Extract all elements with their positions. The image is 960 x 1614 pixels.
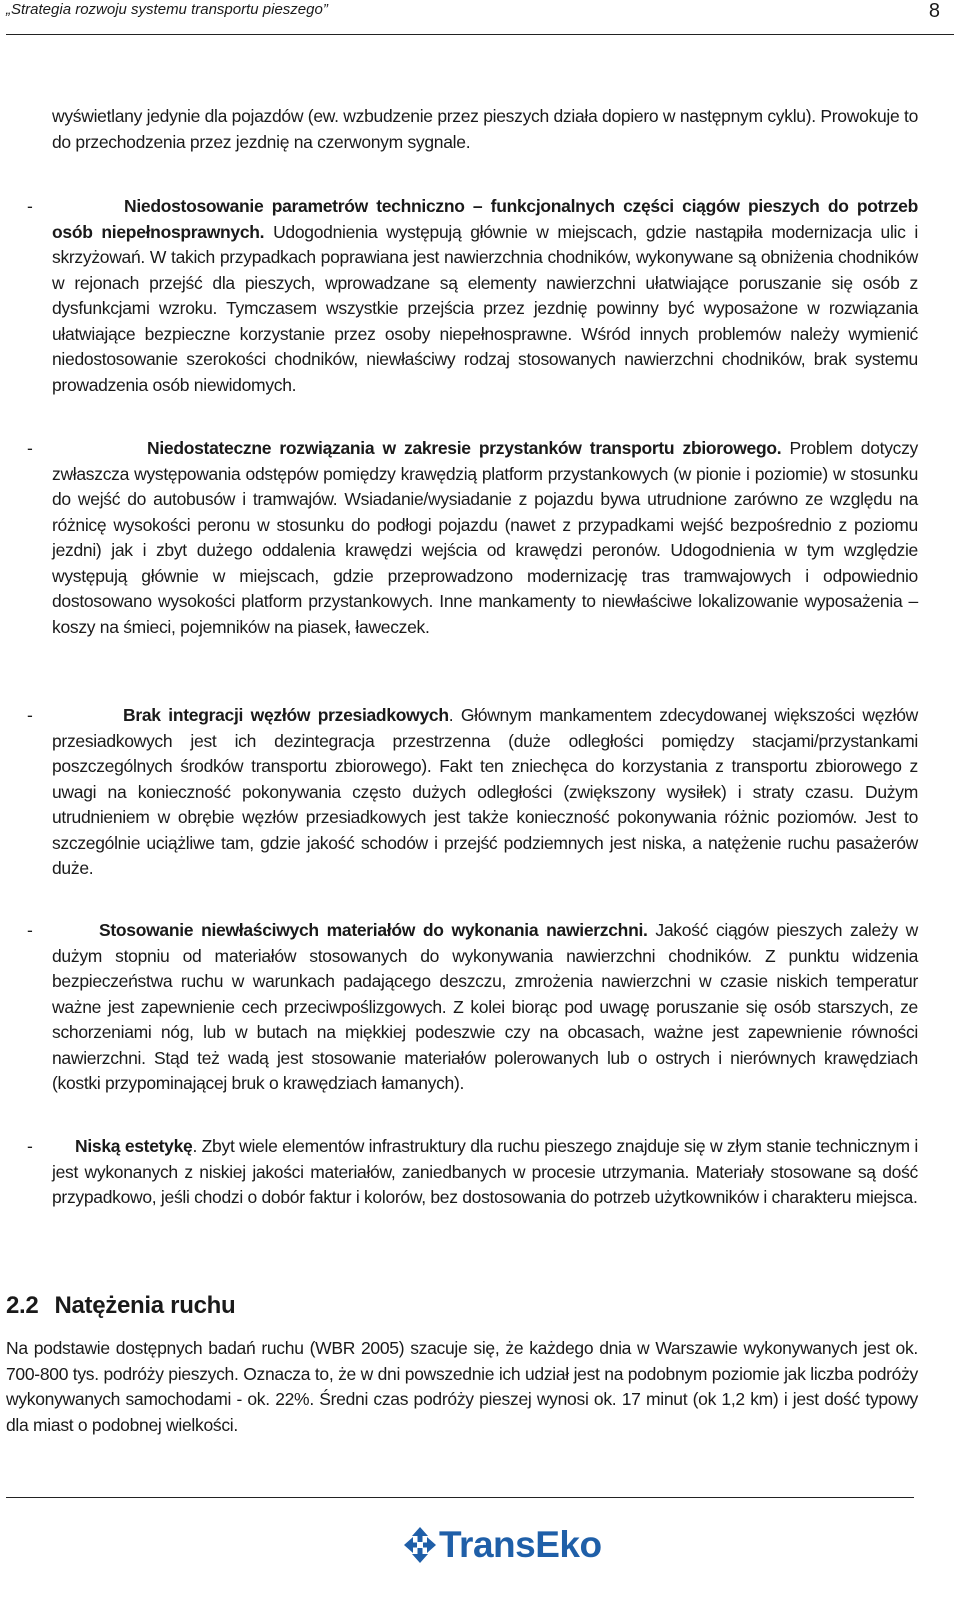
list-item [52, 436, 918, 640]
list-item-text: Jakość ciągów pieszych zależy w dużym stopniu od materiałów stosowanych do wykonywania nawierzchni chodników. Z punktu widzenia bezpieczeństwa ruchu w warunkach padającego deszczu, zmrożenia nawierzchni w czasie niskich temperatur ważne jest zapewnienie cech przeciwpoślizgowych. Z kolei biorąc pod uwagę poruszanie się osób starszych, ze schorzeniami nóg, lub w butach na miękkiej podeszwie czy na obcasach, ważne jest zapewnienie równości nawierzchni. Stąd też wadą jest stosowanie materiałów polerowanych lub o ostrych i nierównych krawędziach (kostki przypominającej bruk o krawędziach łamanych). [52, 920, 918, 1093]
list-dash: - [27, 705, 33, 725]
page-header [6, 0, 954, 35]
list-item [52, 918, 918, 1097]
intro-paragraph: wyświetlany jedynie dla pojazdów (ew. wzbudzenie przez pieszych działa dopiero w następnym cyklu). Prowokuje to do przechodzenia przez jezdnię na czerwonym sygnale. [52, 106, 918, 152]
list-dash: - [27, 920, 33, 940]
list-item-text: Udogodnienia występują głównie w miejscach, gdzie nastąpiła modernizacja ulic i skrzyżowań. W takich przypadkach poprawiana jest nawierzchnia chodników, wykonywane są obniżenia chodników w rejonach przejść dla pieszych, wprowadzane są elementy nawierzchni ułatwiające poruszanie się osób z dysfunkcjami wzroku. Tymczasem wszystkie przejścia przez jezdnię powinny być wyposażone w rozwiązania ułatwiające bezpieczne korzystanie przez osoby niepełnosprawne. Wśród innych problemów należy wymienić niedostosowanie szerokości chodników, niewłaściwy rodzaj stosowanych nawierzchni chodników, brak systemu prowadzenia osób niewidomych. [52, 221, 918, 395]
list-item-heading: Stosowanie niewłaściwych materiałów do wykonania nawierzchni. [99, 920, 648, 940]
list-item [52, 1134, 918, 1211]
list-item-heading: Niedostateczne rozwiązania w zakresie przystanków transportu zbiorowego. [147, 438, 782, 458]
list-item [52, 194, 918, 398]
list-item-text: Problem dotyczy zwłaszcza występowania odstępów pomiędzy krawędzią platform przystankowych (w pionie i poziomie) w stosunku do wejść do autobusów i tramwajów. Wsiadanie/wysiadanie z pojazdu bywa utrudnione zarówno ze względu na różnicę wysokości peronu w stosunku do podłogi pojazdu (nawet z przypadkami wejść bezpośrednio z poziomu jezdni) jak i zbyt dużego oddalenia krawędzi wejścia od krawędzi peronów. Udogodnienia w tym względzie występują głównie w miejscach, gdzie przeprowadzono modernizację tras tramwajowych i odpowiednio dostosowano wysokości platform przystankowych. Inne mankamenty to niewłaściwe lokalizowanie wyposażenia – koszy na śmieci, pojemników na piasek, ławeczek. [52, 438, 918, 637]
list-item [52, 703, 918, 882]
company-logo [403, 1524, 602, 1566]
list-dash: - [27, 1136, 33, 1156]
transeko-logo-icon [403, 1526, 437, 1564]
list-dash: - [27, 196, 33, 216]
list-item-heading: Brak integracji węzłów przesiadkowych [123, 705, 449, 725]
document-title: „Strategia rozwoju systemu transportu pieszego” [6, 1, 328, 18]
section-title: Natężenia ruchu [54, 1292, 236, 1319]
footer-divider [6, 1497, 914, 1498]
list-item-heading: Niedostosowanie parametrów techniczno – funkcjonalnych części ciągów pieszych do potrzeb osób niepełnosprawnych. [52, 196, 918, 242]
section-number: 2.2 [6, 1292, 39, 1319]
section-heading [6, 1292, 235, 1320]
list-item-text: . Głównym mankamentem zdecydowanej większości węzłów przesiadkowych jest ich dezintegracja przestrzenna (duże odległości pomiędzy stacjami/przystankami poszczególnych środków transportu zbiorowego). Fakt ten zniechęca do korzystania z transportu zbiorowego z uwagi na konieczność pokonywania często dużych odległości (zwiększony wysiłek) i straty czasu. Dużym utrudnieniem w obrębie węzłów przesiadkowych jest także konieczność pokonywania różnic poziomów. Jest to szczególnie uciążliwe tam, gdzie jakość schodów i przejść podziemnych jest niska, a natężenie ruchu pasażerów duże. [52, 705, 918, 878]
list-item-text: . Zbyt wiele elementów infrastruktury dla ruchu pieszego znajduje się w złym stanie technicznym i jest wykonanych z niskiej jakości materiałów, zaniedbanych w procesie utrzymania. Materiały stosowane są dość przypadkowo, jeśli chodzi o dobór faktur i kolorów, bez dostosowania do potrzeb użytkowników i charakteru miejsca. [52, 1136, 919, 1207]
section-paragraph: Na podstawie dostępnych badań ruchu (WBR 2005) szacuje się, że każdego dnia w Warszawie wykonywanych jest ok. 700-800 tys. podróży pieszych. Oznacza to, że w dni powszednie ich udział jest na podobnym poziomie jak liczba podróży wykonywanych samochodami - ok. 22%. Średni czas podróży pieszej wynosi ok. 17 minut (ok 1,2 km) i jest dość typowy dla miast o podobnej wielkości. [6, 1338, 918, 1435]
list-dash: - [27, 438, 33, 458]
page-number: 8 [928, 0, 940, 22]
logo-wordmark: TransEko [439, 1524, 602, 1565]
list-item-heading: Niską estetykę [75, 1136, 193, 1156]
